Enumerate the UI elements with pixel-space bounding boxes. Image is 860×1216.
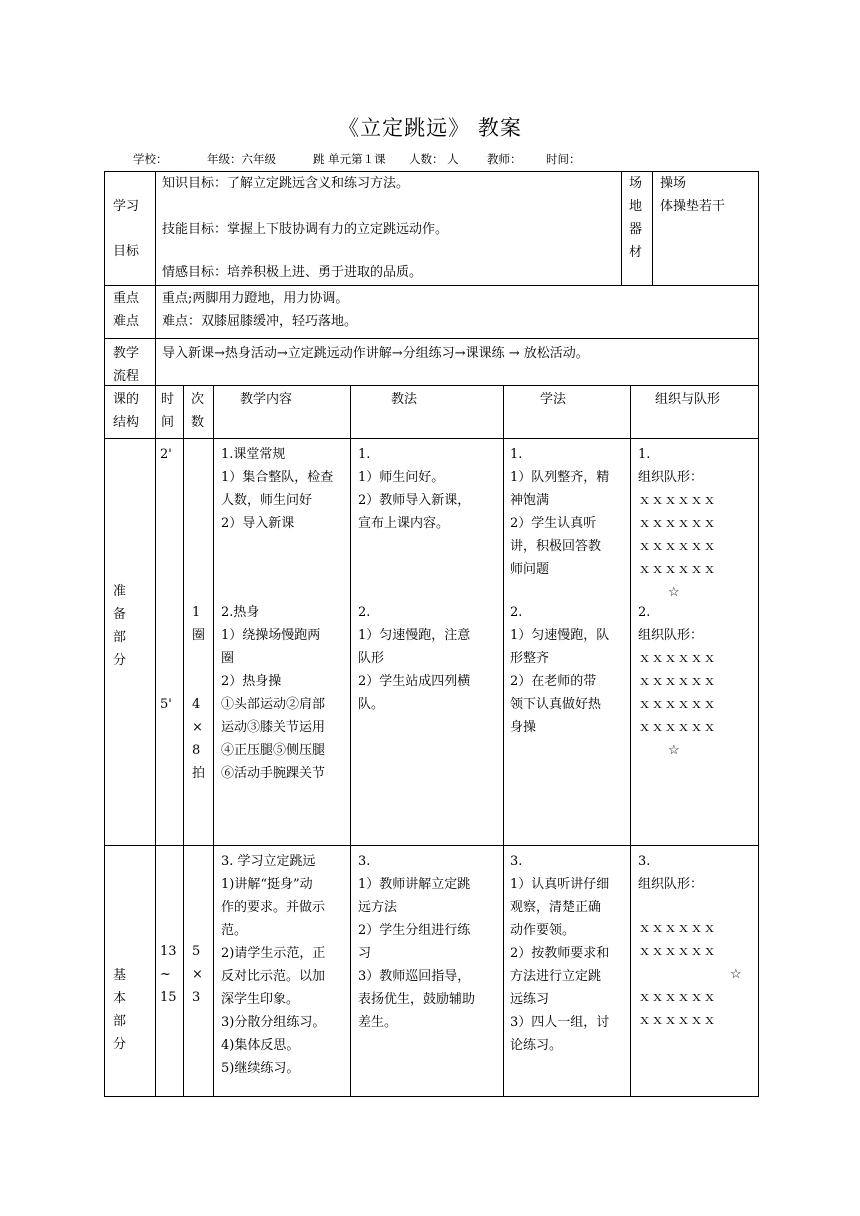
rule-prep: [104, 845, 759, 846]
skill-goal: 技能目标：掌握上下肢协调有力的立定跳远动作。: [162, 222, 449, 237]
venue-list: 操场 体操垫若干: [660, 176, 726, 214]
header-time: 时 间: [161, 392, 175, 430]
rule-learn-col: [630, 385, 631, 1097]
header-organization: 组织与队形: [655, 392, 721, 407]
rule-count-col: [213, 385, 214, 1097]
basic-count: 5 × 3: [192, 944, 203, 1005]
prep-content-2: 2.热身 1）绕操场慢跑两 圈 2）热身操 ①头部运动②肩部 运动③膝关节运用 ④正压腿⑤侧压腿 ⑥活动手腕踝关节: [221, 605, 326, 781]
header-structure: 课的 结构: [113, 392, 140, 430]
prep-learn-2: 2. 1）匀速慢跑，队 形整齐 2）在老师的带 领下认真做好热 身操: [510, 605, 610, 735]
prep-teach-1: 1. 1）师生问好。 2）教师导入新课， 宣布上课内容。: [358, 447, 471, 531]
header-learning: 学法: [540, 392, 567, 407]
header-teaching: 教法: [391, 392, 418, 407]
basic-teach: 3. 1）教师讲解立定跳 远方法 2）学生分组进行练 习 3）教师巡回指导， 表扬优生，鼓励辅助 差生。: [358, 854, 476, 1030]
prep-count-1: 1 圈: [192, 605, 206, 643]
basic-org-rows-bottom: ｘｘｘｘｘｘ ｘｘｘｘｘｘ: [638, 990, 717, 1028]
rule-time-col: [183, 385, 184, 1097]
prep-content-1: 1.课堂常规 1）集合整队，检查 人数，师生问好 2）导入新课: [221, 447, 334, 531]
flow-text: 导入新课→热身活动→立定跳远动作讲解→分组练习→课课练 → 放松活动。: [162, 346, 589, 361]
rule-keypoints: [104, 338, 759, 339]
basic-label: 基 本 部 分: [113, 968, 127, 1052]
rule-flow: [104, 385, 759, 386]
header-content: 教学内容: [240, 392, 293, 407]
rule-venue-right: [652, 171, 653, 286]
basic-time: 13 ~ 15: [160, 944, 177, 1005]
basic-content: 3. 学习立定跳远 1)讲解“挺身”动 作的要求。并做示 范。 2)请学生示范，正 反对比示范。以加 深学生印象。 3)分散分组练习。 4)集体反思。 5)继续练习。: [221, 854, 326, 1076]
count-label: 人数： 人: [409, 152, 459, 166]
rule-teach-col: [503, 385, 504, 1097]
grade-label: 年级：六年级: [207, 152, 276, 166]
prep-time-2: 5': [160, 697, 172, 712]
teacher-label: 教师：: [487, 152, 522, 166]
basic-org-head: 3. 组织队形：: [638, 854, 704, 892]
rule-content-col: [350, 385, 351, 1097]
venue-label: 场 地 器 材: [629, 176, 643, 260]
prep-org-1: 1. 组织队形： ｘｘｘｘｘｘ ｘｘｘｘｘｘ ｘｘｘｘｘｘ ｘｘｘｘｘｘ ☆: [638, 443, 716, 604]
flow-label-2: 流程: [113, 369, 140, 384]
goals-label-2: 目标: [113, 244, 140, 259]
rule-label-col: [155, 171, 156, 1097]
keypoints-label-1: 重点: [113, 291, 140, 306]
rule-venue-left: [621, 171, 622, 286]
teacher-star: ☆: [668, 585, 680, 600]
school-label: 学校：: [133, 152, 168, 166]
prep-time-1: 2': [160, 447, 172, 462]
prep-label: 准 备 部 分: [113, 584, 127, 668]
basic-learn: 3. 1）认真听讲仔细 观察，清楚正确 动作要领。 2）按教师要求和 方法进行立定跳 远练习 3）四人一组，讨 论练习。: [510, 854, 610, 1053]
teacher-star: ☆: [668, 743, 680, 758]
key-point: 重点;两脚用力蹬地，用力协调。: [162, 291, 349, 306]
prep-org-2: 2. 组织队形： ｘｘｘｘｘｘ ｘｘｘｘｘｘ ｘｘｘｘｘｘ ｘｘｘｘｘｘ ☆: [638, 601, 716, 762]
header-times: 次 数: [191, 392, 205, 430]
time-label: 时间：: [546, 152, 581, 166]
basic-org-rows-top: ｘｘｘｘｘｘ ｘｘｘｘｘｘ: [638, 921, 717, 959]
rule-header: [104, 438, 759, 439]
prep-teach-2: 2. 1）匀速慢跑，注意 队形 2）学生站成四列横 队。: [358, 605, 471, 712]
emotion-goal: 情感目标：培养积极上进、勇于进取的品质。: [162, 265, 423, 280]
keypoints-label-2: 难点: [113, 314, 140, 329]
goals-label-1: 学习: [113, 199, 140, 214]
flow-label-1: 教学: [113, 346, 140, 361]
knowledge-goal: 知识目标：了解立定跳远含义和练习方法。: [162, 176, 410, 191]
teacher-star: ☆: [730, 967, 742, 982]
unit-label: 跳 单元第１课: [313, 152, 386, 166]
difficult-point: 难点：双膝屈膝缓冲，轻巧落地。: [162, 314, 358, 329]
prep-learn-1: 1. 1）队列整齐，精 神饱满 2）学生认真听 讲，积极回答教 师问题: [510, 447, 610, 577]
rule-goals: [104, 285, 759, 286]
prep-count-2: 4 × 8 拍: [192, 697, 206, 781]
document-title: 《立定跳远》 教案: [338, 116, 522, 140]
